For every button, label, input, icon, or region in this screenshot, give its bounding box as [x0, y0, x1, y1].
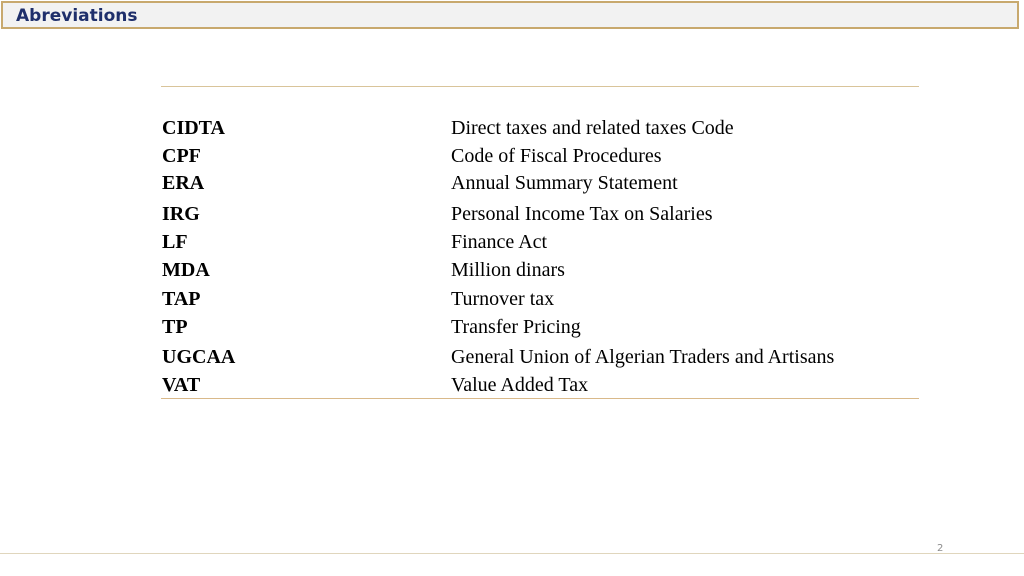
abbreviation-definition: Direct taxes and related taxes Code — [451, 117, 734, 139]
abbreviation-definition: Transfer Pricing — [451, 316, 581, 338]
abbreviation-row — [162, 344, 922, 370]
abbreviation-definition: Finance Act — [451, 231, 548, 253]
abbreviation-term: CPF — [162, 145, 201, 167]
abbreviation-row — [162, 170, 922, 196]
abbreviation-definition: Million dinars — [451, 259, 565, 281]
abbreviation-row — [162, 257, 922, 283]
abbreviation-row — [162, 201, 922, 227]
abbreviation-term: CIDTA — [162, 117, 225, 139]
abbreviation-definition: General Union of Algerian Traders and Artisans — [451, 346, 835, 368]
top-divider — [161, 86, 919, 87]
abbreviation-term: IRG — [162, 203, 200, 225]
abbreviation-term: TP — [162, 316, 188, 338]
abbreviation-row — [162, 115, 922, 141]
abbreviation-row — [162, 143, 922, 169]
title-bar — [1, 1, 1019, 29]
abbreviation-term: ERA — [162, 172, 205, 194]
abbreviation-row — [162, 229, 922, 255]
abbreviation-term: LF — [162, 231, 188, 253]
abbreviation-term: TAP — [162, 288, 201, 310]
abbreviation-row — [162, 372, 922, 398]
bottom-divider — [161, 398, 919, 399]
abbreviation-definition: Annual Summary Statement — [451, 172, 678, 194]
abbreviation-definition: Value Added Tax — [451, 374, 589, 396]
abbreviation-term: MDA — [162, 259, 210, 281]
abbreviation-row — [162, 286, 922, 312]
abbreviation-term: UGCAA — [162, 346, 236, 368]
abbreviation-definition: Personal Income Tax on Salaries — [451, 203, 713, 225]
abbreviation-row — [162, 314, 922, 340]
abbreviation-term: VAT — [162, 374, 201, 396]
page-number: 2 — [937, 543, 944, 554]
page-title: Abreviations — [16, 6, 138, 26]
abbreviation-definition: Turnover tax — [451, 288, 555, 310]
footer-divider — [0, 553, 1024, 554]
abbreviation-definition: Code of Fiscal Procedures — [451, 145, 662, 167]
